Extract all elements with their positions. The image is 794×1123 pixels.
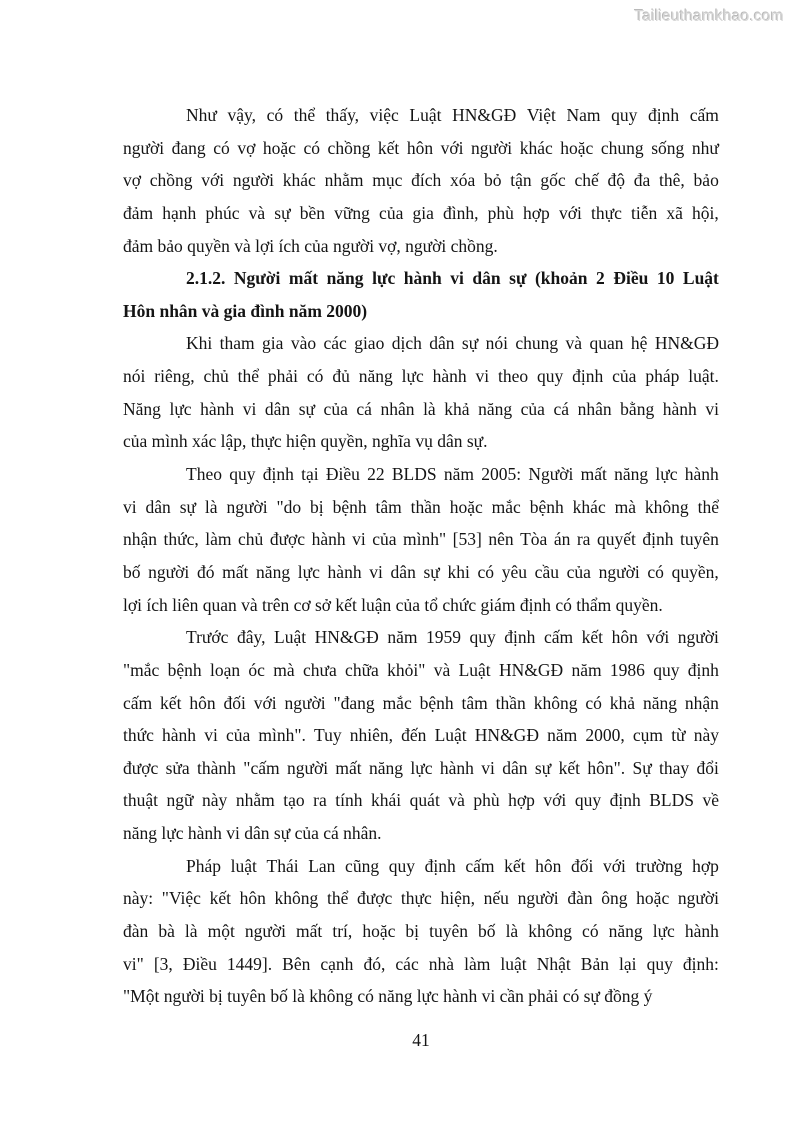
text-line: Theo quy định tại Điều 22 BLDS năm 2005: Người mất năng lực hành bbox=[186, 464, 719, 485]
text-line: Trước đây, Luật HN&GĐ năm 1959 quy định cấm kết hôn với người bbox=[186, 627, 719, 648]
text-line: Pháp luật Thái Lan cũng quy định cấm kết hôn đối với trường hợp bbox=[186, 855, 719, 876]
section-heading bbox=[123, 262, 719, 327]
text-line: bố người đó mất năng lực hành vi dân sự khi có yêu cầu của người có quyền, bbox=[123, 561, 719, 582]
text-line: người đang có vợ hoặc có chồng kết hôn với người khác hoặc chung sống như bbox=[123, 137, 719, 158]
text-line: vi" [3, Điều 1449]. Bên cạnh đó, các nhà làm luật Nhật Bản lại quy định: bbox=[123, 953, 719, 974]
page-number: 41 bbox=[412, 1030, 430, 1050]
text-line: Năng lực hành vi dân sự của cá nhân là khả năng của cá nhân bằng hành vi bbox=[123, 398, 719, 419]
paragraph bbox=[123, 327, 719, 458]
text-line: thức hành vi của mình". Tuy nhiên, đến Luật HN&GĐ năm 2000, cụm từ này bbox=[123, 725, 719, 746]
text-line: nhận thức, làm chủ được hành vi của mình" [53] nên Tòa án ra quyết định tuyên bbox=[123, 529, 719, 550]
watermark: Tailieuthamkhao.com bbox=[634, 8, 784, 25]
text-line: lợi ích liên quan và trên cơ sở kết luận của tổ chức giám định có thẩm quyền. bbox=[123, 594, 663, 615]
paragraph bbox=[123, 458, 719, 621]
text-line: năng lực hành vi dân sự của cá nhân. bbox=[123, 823, 382, 844]
text-line: Như vậy, có thể thấy, việc Luật HN&GĐ Việt Nam quy định cấm bbox=[186, 105, 719, 125]
text-line: của mình xác lập, thực hiện quyền, nghĩa vụ dân sự. bbox=[123, 431, 488, 452]
text-line: 2.1.2. Người mất năng lực hành vi dân sự (khoản 2 Điều 10 Luật bbox=[186, 268, 719, 289]
text-line: này: "Việc kết hôn không thể được thực hiện, nếu người đàn ông hoặc người bbox=[123, 888, 719, 909]
text-line: đàn bà là một người mất trí, hoặc bị tuyên bố là không có năng lực hành bbox=[123, 921, 719, 942]
text-line: đảm bảo quyền và lợi ích của người vợ, người chồng. bbox=[123, 235, 498, 256]
text-line: vi dân sự là người "do bị bệnh tâm thần hoặc mắc bệnh khác mà không thể bbox=[123, 496, 719, 517]
text-line: nói riêng, chủ thể phải có đủ năng lực hành vi theo quy định của pháp luật. bbox=[123, 366, 719, 387]
text-line: được sửa thành "cấm người mất năng lực hành vi dân sự kết hôn". Sự thay đổi bbox=[123, 757, 719, 778]
paragraph bbox=[123, 621, 719, 849]
text-line: "mắc bệnh loạn óc mà chưa chữa khỏi" và Luật HN&GĐ năm 1986 quy định bbox=[123, 659, 719, 680]
text-line: đảm hạnh phúc và sự bền vững của gia đình, phù hợp với thực tiễn xã hội, bbox=[123, 202, 719, 223]
text-line: vợ chồng với người khác nhằm mục đích xóa bỏ tận gốc chế độ đa thê, bảo bbox=[123, 170, 719, 191]
text-line: Khi tham gia vào các giao dịch dân sự nói chung và quan hệ HN&GĐ bbox=[186, 333, 719, 354]
text-line: "Một người bị tuyên bố là không có năng lực hành vi cần phải có sự đồng ý bbox=[123, 986, 653, 1007]
text-line: Hôn nhân và gia đình năm 2000) bbox=[123, 300, 368, 321]
paragraph bbox=[123, 99, 719, 262]
document-body bbox=[123, 99, 719, 1013]
text-line: cấm kết hôn đối với người "đang mắc bệnh tâm thần không có khả năng nhận bbox=[123, 692, 719, 713]
text-line: thuật ngữ này nhằm tạo ra tính khái quát và phù hợp với quy định BLDS về bbox=[123, 790, 719, 811]
paragraph bbox=[123, 850, 719, 1013]
